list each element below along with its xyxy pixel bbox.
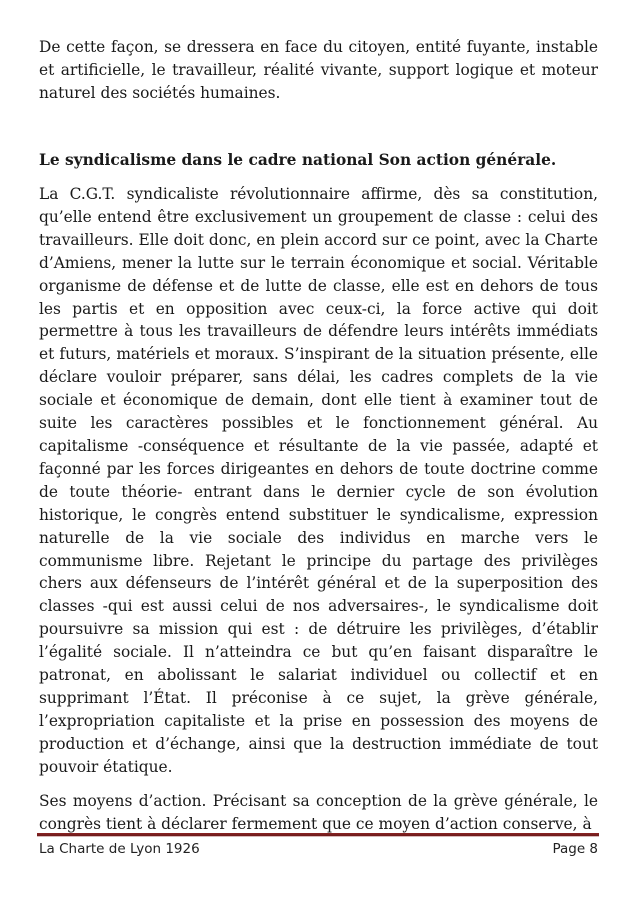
main-paragraph: La C.G.T. syndicaliste révolutionnaire affirme, dès sa constitution, qu’elle entend être exclusivement un groupement de classe : celui des travailleurs. Elle doit donc, en plein accord sur ce point, avec la Charte d’Amiens, mener la lutte sur le terrain économique et social. Véritable organisme de défense et de lutte de classe, elle est en dehors de tous les partis et en opposition avec ceux-ci, la force active qui doit permettre à tous les travailleurs de défendre leurs intérêts immédiats et futurs, matériels et moraux. S’inspirant de la situation présente, elle déclare vouloir préparer, sans délai, les cadres complets de la vie sociale et économique de demain, dont elle tient à examiner tout de suite les caractères possibles et le fonctionnement général. Au capitalisme -conséquence et résultante de la vie passée, adapté et façonné par les forces dirigeantes en dehors de toute doctrine comme de toute théorie- entrant dans le dernier cycle de son évolution historique, le congrès entend substituer le syndicalisme, expression naturelle de la vie sociale des individus en marche vers le communisme libre. Rejetant le principe du partage des privilèges chers aux défenseurs de l’intérêt général et de la superposition des classes -qui est aussi celui de nos adversaires-, le syndicalisme doit poursuivre sa mission qui est : de détruire les privilèges, d’établir l’égalité sociale. Il n’atteindra ce but qu’en faisant disparaître le patronat, en abolissant le salariat individuel ou collectif et en supprimant l’État. Il préconise à ce sujet, la grève générale, l’expropriation capitaliste et la prise en possession des moyens de production et d’échange, ainsi que la destruction immédiate de tout pouvoir étatique. — [39, 185, 598, 776]
intro-paragraph: De cette façon, se dressera en face du citoyen, entité fuyante, instable et artificielle, le travailleur, réalité vivante, support logique et moteur naturel des sociétés humaines. — [39, 38, 598, 102]
document-body — [39, 36, 598, 833]
footer-document-title: La Charte de Lyon 1926 — [39, 841, 200, 857]
last-paragraph: Ses moyens d’action. Précisant sa conception de la grève générale, le congrès tient à déclarer fermement que ce moyen d’action conserve, à — [39, 792, 598, 833]
footer-page-number: Page 8 — [552, 841, 598, 857]
footer-divider-shadow — [37, 836, 599, 837]
section-heading: Le syndicalisme dans le cadre national Son action générale. — [39, 151, 557, 169]
